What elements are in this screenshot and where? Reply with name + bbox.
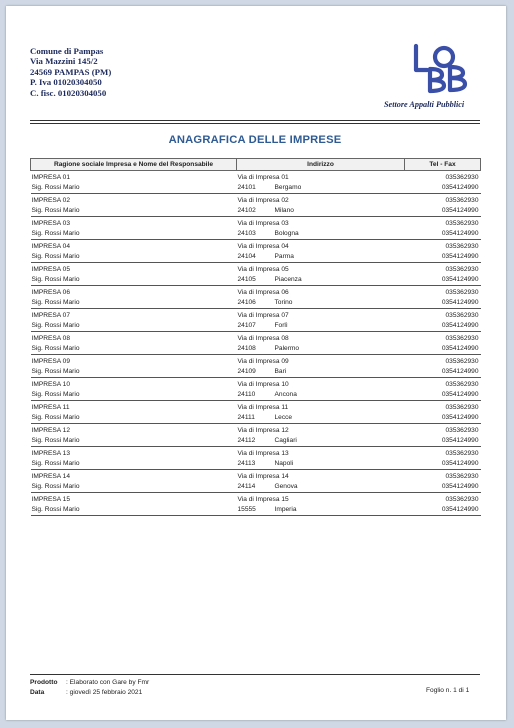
header-address bbox=[30, 46, 111, 98]
address-cap: 24107 bbox=[237, 322, 256, 329]
column-header-ragione-sociale: Ragione sociale Impresa e Nome del Responsabile bbox=[31, 159, 237, 171]
impresa-name: IMPRESA 14 bbox=[31, 473, 70, 480]
header-line: C. fisc. 01020304050 bbox=[30, 87, 107, 98]
address-city: Milano bbox=[274, 207, 294, 214]
cell-indirizzo bbox=[237, 355, 405, 378]
address-street: Via di Impresa 15 bbox=[237, 496, 289, 503]
cell-tel-fax bbox=[405, 286, 481, 309]
address-city: Torino bbox=[274, 299, 293, 306]
impresa-name: IMPRESA 07 bbox=[31, 312, 70, 319]
footer-data bbox=[30, 688, 149, 698]
address-city-line bbox=[238, 344, 404, 354]
address-city-line bbox=[238, 183, 404, 193]
address-street: Via di Impresa 09 bbox=[237, 358, 289, 365]
header-line: Via Mazzini 145/2 bbox=[30, 56, 98, 67]
address-cap: 15555 bbox=[237, 506, 256, 513]
cell-indirizzo bbox=[237, 378, 405, 401]
cell-ragione-sociale bbox=[31, 171, 237, 194]
telephone: 035362930 bbox=[445, 197, 479, 204]
address-cap: 24102 bbox=[237, 207, 256, 214]
header-divider bbox=[30, 120, 480, 121]
address-cap: 24104 bbox=[237, 253, 256, 260]
cell-tel-fax bbox=[405, 240, 481, 263]
fax: 0354124990 bbox=[441, 253, 479, 260]
address-city-line bbox=[238, 206, 404, 216]
impresa-name: IMPRESA 10 bbox=[31, 381, 70, 388]
address-city-line bbox=[238, 321, 404, 331]
cell-ragione-sociale bbox=[31, 309, 237, 332]
fax: 0354124990 bbox=[441, 322, 479, 329]
address-street: Via di Impresa 07 bbox=[237, 312, 289, 319]
responsabile-name: Sig. Rossi Mario bbox=[31, 483, 80, 490]
table-row bbox=[31, 332, 481, 355]
cell-ragione-sociale bbox=[31, 332, 237, 355]
responsabile-name: Sig. Rossi Mario bbox=[31, 207, 80, 214]
cell-ragione-sociale bbox=[31, 424, 237, 447]
cell-indirizzo bbox=[237, 217, 405, 240]
address-city-line bbox=[238, 252, 404, 262]
cell-ragione-sociale bbox=[31, 286, 237, 309]
footer-divider bbox=[30, 674, 480, 675]
impresa-name: IMPRESA 12 bbox=[31, 427, 70, 434]
fax: 0354124990 bbox=[441, 230, 479, 237]
cell-tel-fax bbox=[405, 332, 481, 355]
address-city-line bbox=[238, 482, 404, 492]
address-city: Genova bbox=[274, 483, 298, 490]
address-street: Via di Impresa 06 bbox=[237, 289, 289, 296]
fax: 0354124990 bbox=[441, 506, 479, 513]
responsabile-name: Sig. Rossi Mario bbox=[31, 414, 80, 421]
responsabile-name: Sig. Rossi Mario bbox=[31, 253, 80, 260]
logo-letter-o bbox=[435, 48, 453, 66]
address-city: Parma bbox=[274, 253, 294, 260]
impresa-name: IMPRESA 15 bbox=[31, 496, 70, 503]
header-line: P. Iva 01020304050 bbox=[30, 77, 102, 88]
responsabile-name: Sig. Rossi Mario bbox=[31, 368, 80, 375]
cell-ragione-sociale bbox=[31, 493, 237, 516]
responsabile-name: Sig. Rossi Mario bbox=[31, 506, 80, 513]
responsabile-name: Sig. Rossi Mario bbox=[31, 437, 80, 444]
cell-tel-fax bbox=[405, 424, 481, 447]
address-city: Bologna bbox=[274, 230, 299, 237]
address-city-line bbox=[238, 275, 404, 285]
impresa-name: IMPRESA 08 bbox=[31, 335, 70, 342]
table-row bbox=[31, 240, 481, 263]
cell-indirizzo bbox=[237, 493, 405, 516]
logo-letter-b bbox=[450, 67, 465, 90]
cell-indirizzo bbox=[237, 240, 405, 263]
table-row bbox=[31, 171, 481, 194]
fax: 0354124990 bbox=[441, 368, 479, 375]
address-city: Imperia bbox=[274, 506, 297, 513]
table-row bbox=[31, 470, 481, 493]
telephone: 035362930 bbox=[445, 335, 479, 342]
responsabile-name: Sig. Rossi Mario bbox=[31, 345, 80, 352]
telephone: 035362930 bbox=[445, 450, 479, 457]
cell-tel-fax bbox=[405, 470, 481, 493]
telephone: 035362930 bbox=[445, 174, 479, 181]
cell-tel-fax bbox=[405, 493, 481, 516]
impresa-name: IMPRESA 02 bbox=[31, 197, 70, 204]
footer-data-label: Data bbox=[30, 688, 45, 696]
address-city: Napoli bbox=[274, 460, 294, 467]
footer-prodotto-value: : Elaborato con Gare by Fmr bbox=[66, 679, 150, 686]
cell-tel-fax bbox=[405, 378, 481, 401]
cell-indirizzo bbox=[237, 332, 405, 355]
fax: 0354124990 bbox=[441, 460, 479, 467]
address-cap: 24105 bbox=[237, 276, 256, 283]
address-cap: 24109 bbox=[237, 368, 256, 375]
address-city: Bari bbox=[274, 368, 287, 375]
address-street: Via di Impresa 03 bbox=[237, 220, 289, 227]
header-line: Comune di Pampas bbox=[30, 46, 104, 56]
responsabile-name: Sig. Rossi Mario bbox=[31, 322, 80, 329]
fax: 0354124990 bbox=[441, 414, 479, 421]
cell-ragione-sociale bbox=[31, 355, 237, 378]
table-row bbox=[31, 355, 481, 378]
address-cap: 24113 bbox=[237, 460, 256, 467]
address-cap: 24108 bbox=[237, 345, 256, 352]
address-street: Via di Impresa 12 bbox=[237, 427, 289, 434]
table-row bbox=[31, 286, 481, 309]
column-header-tel-fax: Tel - Fax bbox=[405, 159, 481, 171]
imprese-table bbox=[30, 158, 481, 516]
address-city: Ancona bbox=[274, 391, 297, 398]
cell-ragione-sociale bbox=[31, 378, 237, 401]
impresa-name: IMPRESA 03 bbox=[31, 220, 70, 227]
table-row bbox=[31, 217, 481, 240]
address-city-line bbox=[238, 298, 404, 308]
responsabile-name: Sig. Rossi Mario bbox=[31, 230, 80, 237]
address-city: Piacenza bbox=[274, 276, 302, 283]
address-city-line bbox=[238, 505, 404, 515]
logo-letter-l bbox=[416, 46, 427, 70]
address-cap: 24114 bbox=[237, 483, 256, 490]
page-title: ANAGRAFICA DELLE IMPRESE bbox=[168, 134, 342, 146]
page-number: Foglio n. 1 di 1 bbox=[426, 687, 470, 694]
address-street: Via di Impresa 13 bbox=[237, 450, 289, 457]
cell-tel-fax bbox=[405, 171, 481, 194]
address-city-line bbox=[238, 367, 404, 377]
address-street: Via di Impresa 08 bbox=[237, 335, 289, 342]
cell-ragione-sociale bbox=[31, 263, 237, 286]
cell-tel-fax bbox=[405, 263, 481, 286]
telephone: 035362930 bbox=[445, 312, 479, 319]
cell-indirizzo bbox=[237, 424, 405, 447]
lobb-logo-icon bbox=[406, 42, 472, 96]
address-street: Via di Impresa 11 bbox=[237, 404, 289, 411]
address-street: Via di Impresa 01 bbox=[237, 174, 289, 181]
table-row bbox=[31, 378, 481, 401]
table-row bbox=[31, 401, 481, 424]
telephone: 035362930 bbox=[445, 496, 479, 503]
address-cap: 24106 bbox=[237, 299, 256, 306]
cell-indirizzo bbox=[237, 447, 405, 470]
responsabile-name: Sig. Rossi Mario bbox=[31, 391, 80, 398]
logo-letter-b bbox=[430, 69, 444, 91]
telephone: 035362930 bbox=[445, 381, 479, 388]
address-cap: 24101 bbox=[237, 184, 256, 191]
telephone: 035362930 bbox=[445, 473, 479, 480]
fax: 0354124990 bbox=[441, 391, 479, 398]
impresa-name: IMPRESA 01 bbox=[31, 174, 70, 181]
footer-prodotto bbox=[30, 678, 149, 688]
address-street: Via di Impresa 05 bbox=[237, 266, 289, 273]
fax: 0354124990 bbox=[441, 437, 479, 444]
telephone: 035362930 bbox=[445, 266, 479, 273]
fax: 0354124990 bbox=[441, 299, 479, 306]
settore-label: Settore Appalti Pubblici bbox=[384, 100, 465, 109]
report-page bbox=[6, 6, 506, 720]
address-city-line bbox=[238, 436, 404, 446]
table-row bbox=[31, 194, 481, 217]
footer-prodotto-label: Prodotto bbox=[30, 679, 58, 686]
impresa-name: IMPRESA 04 bbox=[31, 243, 70, 250]
table-body bbox=[31, 171, 481, 516]
fax: 0354124990 bbox=[441, 483, 479, 490]
cell-ragione-sociale bbox=[31, 240, 237, 263]
address-city-line bbox=[238, 413, 404, 423]
address-city: Palermo bbox=[274, 345, 300, 352]
footer bbox=[30, 678, 149, 697]
cell-ragione-sociale bbox=[31, 401, 237, 424]
address-city-line bbox=[238, 390, 404, 400]
address-city: Lecce bbox=[274, 414, 293, 421]
table-row bbox=[31, 309, 481, 332]
responsabile-name: Sig. Rossi Mario bbox=[31, 276, 80, 283]
table-row bbox=[31, 424, 481, 447]
table-header-row bbox=[31, 159, 481, 171]
cell-indirizzo bbox=[237, 171, 405, 194]
cell-tel-fax bbox=[405, 194, 481, 217]
responsabile-name: Sig. Rossi Mario bbox=[31, 299, 80, 306]
cell-indirizzo bbox=[237, 470, 405, 493]
cell-indirizzo bbox=[237, 286, 405, 309]
fax: 0354124990 bbox=[441, 276, 479, 283]
address-city: Forlì bbox=[274, 322, 288, 329]
impresa-name: IMPRESA 11 bbox=[31, 404, 70, 411]
address-city: Cagliari bbox=[274, 437, 297, 444]
cell-tel-fax bbox=[405, 355, 481, 378]
impresa-name: IMPRESA 13 bbox=[31, 450, 70, 457]
cell-indirizzo bbox=[237, 194, 405, 217]
cell-indirizzo bbox=[237, 401, 405, 424]
cell-tel-fax bbox=[405, 309, 481, 332]
telephone: 035362930 bbox=[445, 358, 479, 365]
responsabile-name: Sig. Rossi Mario bbox=[31, 460, 80, 467]
cell-indirizzo bbox=[237, 309, 405, 332]
impresa-name: IMPRESA 05 bbox=[31, 266, 70, 273]
cell-ragione-sociale bbox=[31, 217, 237, 240]
table-row bbox=[31, 493, 481, 516]
address-city: Bergamo bbox=[274, 184, 302, 191]
address-cap: 24112 bbox=[237, 437, 256, 444]
address-cap: 24110 bbox=[237, 391, 256, 398]
header-divider bbox=[30, 123, 480, 124]
cell-ragione-sociale bbox=[31, 447, 237, 470]
header-line: 24569 PAMPAS (PM) bbox=[30, 66, 112, 77]
address-street: Via di Impresa 04 bbox=[237, 243, 289, 250]
address-street: Via di Impresa 02 bbox=[237, 197, 289, 204]
cell-ragione-sociale bbox=[31, 194, 237, 217]
telephone: 035362930 bbox=[445, 289, 479, 296]
table-row bbox=[31, 263, 481, 286]
telephone: 035362930 bbox=[445, 404, 479, 411]
address-street: Via di Impresa 14 bbox=[237, 473, 289, 480]
cell-ragione-sociale bbox=[31, 470, 237, 493]
column-header-indirizzo: Indirizzo bbox=[237, 159, 405, 171]
responsabile-name: Sig. Rossi Mario bbox=[31, 184, 80, 191]
fax: 0354124990 bbox=[441, 207, 479, 214]
address-street: Via di Impresa 10 bbox=[237, 381, 289, 388]
address-city-line bbox=[238, 229, 404, 239]
table-row bbox=[31, 447, 481, 470]
telephone: 035362930 bbox=[445, 427, 479, 434]
fax: 0354124990 bbox=[441, 184, 479, 191]
cell-tel-fax bbox=[405, 217, 481, 240]
fax: 0354124990 bbox=[441, 345, 479, 352]
telephone: 035362930 bbox=[445, 220, 479, 227]
impresa-name: IMPRESA 09 bbox=[31, 358, 70, 365]
cell-indirizzo bbox=[237, 263, 405, 286]
address-cap: 24111 bbox=[237, 414, 255, 421]
address-city-line bbox=[238, 459, 404, 469]
cell-tel-fax bbox=[405, 447, 481, 470]
telephone: 035362930 bbox=[445, 243, 479, 250]
cell-tel-fax bbox=[405, 401, 481, 424]
impresa-name: IMPRESA 06 bbox=[31, 289, 70, 296]
footer-data-value: : giovedì 25 febbraio 2021 bbox=[66, 688, 143, 696]
address-cap: 24103 bbox=[237, 230, 256, 237]
